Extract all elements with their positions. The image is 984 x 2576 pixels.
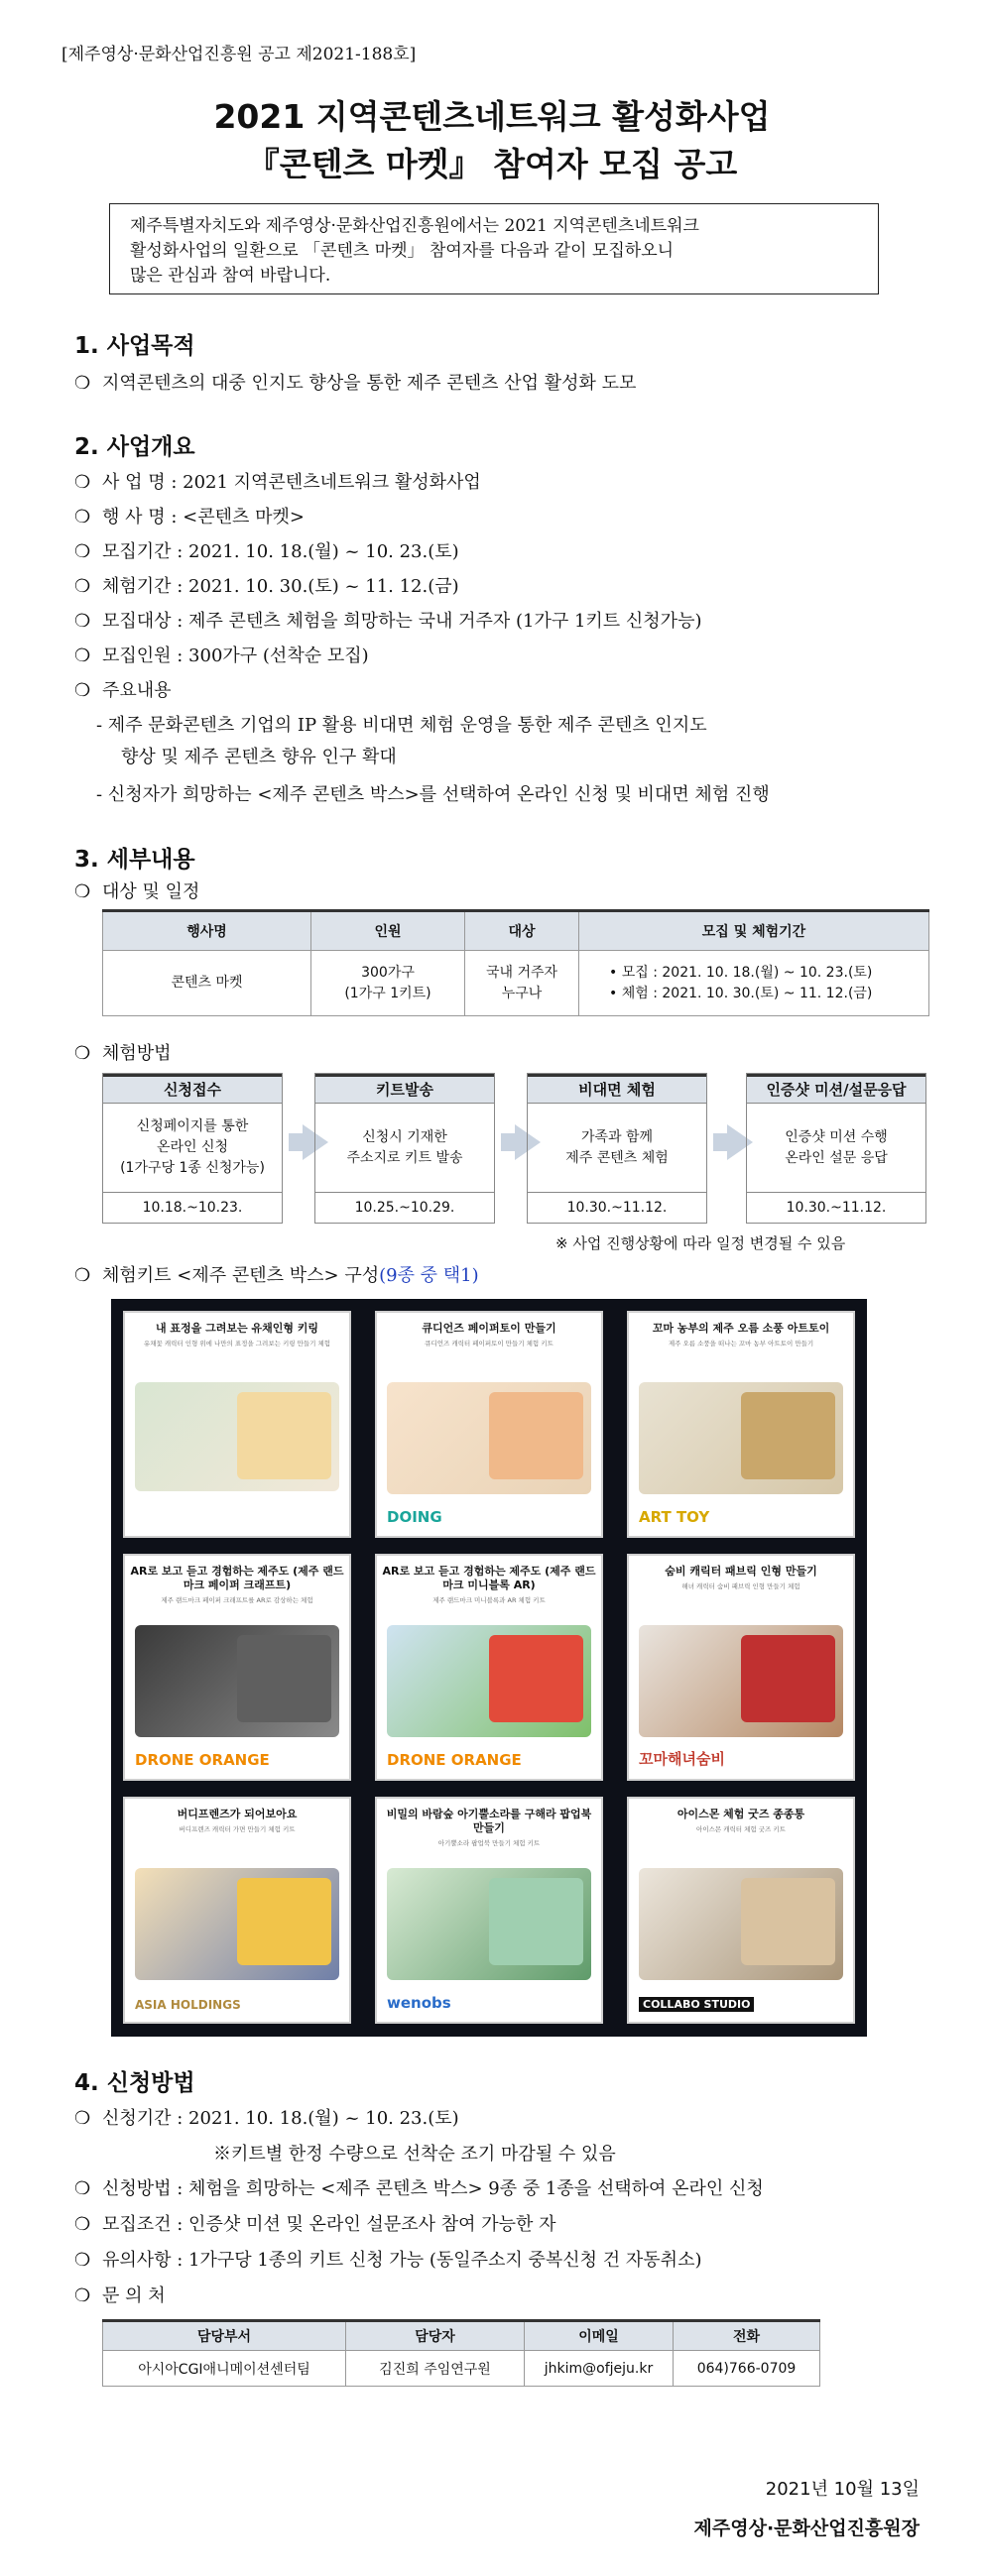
overview-item	[74, 642, 369, 667]
intro-line: 많은 관심과 참여 바랍니다.	[130, 266, 331, 286]
kit-label	[74, 1261, 479, 1287]
table-header: 담당부서	[103, 2321, 346, 2351]
notice-date: 2021년 10월 13일	[765, 2479, 920, 2500]
step-title: 비대면 체험	[528, 1074, 706, 1104]
contact-phone: 064)766-0709	[674, 2351, 820, 2387]
circle-bullet-icon: ❍	[74, 680, 91, 701]
kit-logo: 꼬마해녀숨비	[639, 1750, 725, 1768]
overview-item	[74, 572, 459, 598]
kit-photo	[135, 1625, 339, 1737]
schedule-text: • 모집 : 2021. 10. 18.(월) ~ 10. 23.(토)	[609, 964, 873, 981]
kit-photo	[639, 1382, 843, 1494]
kit-photo-detail	[741, 1392, 835, 1479]
overview-text: 주요내용	[102, 680, 172, 701]
contact-dept: 아시아CGI애니메이션센터팀	[103, 2351, 346, 2387]
kit-desc: 제주 랜드마크 페이퍼 크래프트를 AR로 감상하는 체험	[161, 1596, 313, 1604]
target-text: 국내 거주자	[485, 964, 558, 981]
people-text: 300가구	[361, 964, 415, 981]
kit-card	[375, 1797, 603, 2024]
table-header: 전화	[674, 2321, 820, 2351]
section-heading-purpose: 1. 사업목적	[74, 333, 195, 359]
kit-card	[627, 1554, 855, 1781]
kit-desc: 큐디언즈 캐릭터 페이퍼토이 만들기 체험 키트	[425, 1340, 554, 1347]
kit-desc: 해녀 캐릭터 숨비 패브릭 인형 만들기 체험	[681, 1582, 800, 1590]
apply-text: 문 의 처	[102, 2285, 166, 2306]
step-body	[315, 1104, 494, 1193]
kit-card	[627, 1797, 855, 2024]
kit-card	[123, 1797, 351, 2024]
overview-item	[74, 468, 481, 494]
kit-logo: COLLABO STUDIO	[639, 1997, 754, 2012]
people-cell	[311, 951, 465, 1016]
kit-photo-detail	[489, 1635, 583, 1722]
kit-title: AR로 보고 듣고 경험하는 제주도 (제주 랜드마크 페이퍼 크래프트)	[130, 1565, 344, 1591]
schedule-note: ※ 사업 진행상황에 따라 일정 변경될 수 있음	[555, 1234, 846, 1252]
step-body	[528, 1104, 706, 1193]
section-heading-apply: 4. 신청방법	[74, 2070, 195, 2096]
apply-note: ※키트별 한정 수량으로 선착순 조기 마감될 수 있음	[213, 2144, 616, 2165]
kit-photo	[135, 1868, 339, 1980]
circle-bullet-icon: ❍	[74, 2108, 91, 2129]
step-text: 온라인 설문 응답	[785, 1149, 888, 1166]
purpose-line	[74, 369, 636, 395]
kit-logo: DRONE ORANGE	[387, 1751, 522, 1769]
apply-item	[74, 2104, 459, 2130]
step-text: 온라인 신청	[156, 1139, 229, 1155]
method-label	[74, 1039, 172, 1065]
section-heading-overview: 2. 사업개요	[74, 434, 195, 460]
overview-item	[74, 537, 459, 563]
issuer-signature: 제주영상·문화산업진흥원장	[693, 2517, 920, 2539]
kit-logo: ASIA HOLDINGS	[135, 1998, 241, 2012]
schedule-table	[102, 909, 929, 1016]
kit-desc: 아이스몬 캐릭터 체험 굿즈 키트	[696, 1825, 786, 1833]
kit-photo	[387, 1382, 591, 1494]
notice-number: [제주영상·문화산업진흥원 공고 제2021-188호]	[62, 45, 417, 64]
apply-item	[74, 2210, 555, 2236]
detail-line: - 제주 문화콘텐츠 기업의 IP 활용 비대면 체험 운영을 통한 제주 콘텐츠 인지도	[96, 715, 707, 736]
kit-desc: 제주 오름 소풍을 떠나는 꼬마 농부 아트토이 만들기	[668, 1340, 814, 1347]
step-card	[527, 1073, 707, 1224]
kit-grid	[111, 1299, 867, 2037]
step-text: (1가구당 1종 신청가능)	[120, 1160, 265, 1176]
circle-bullet-icon: ❍	[74, 373, 91, 394]
table-header: 행사명	[103, 911, 311, 951]
step-text: 가족과 함께	[580, 1128, 654, 1145]
table-header: 담당자	[346, 2321, 525, 2351]
table-row	[103, 2351, 820, 2387]
step-text: 신청페이지를 통한	[136, 1118, 249, 1134]
kit-photo	[387, 1868, 591, 1980]
section-heading-details: 3. 세부내용	[74, 847, 195, 873]
page-title-line2: 『콘텐츠 마켓』 참여자 모집 공고	[246, 145, 738, 183]
table-header: 이메일	[525, 2321, 674, 2351]
circle-bullet-icon: ❍	[74, 507, 91, 527]
step-body	[103, 1104, 282, 1193]
kit-photo-detail	[741, 1635, 835, 1722]
kit-title: 숨비 캐릭터 패브릭 인형 만들기	[665, 1565, 817, 1578]
intro-line: 활성화사업의 일환으로 「콘텐츠 마켓」 참여자를 다음과 같이 모집하오니	[130, 241, 675, 261]
contact-person: 김진희 주임연구원	[346, 2351, 525, 2387]
page-title-line1: 2021 지역콘텐츠네트워크 활성화사업	[213, 97, 771, 136]
apply-item	[74, 2282, 166, 2307]
step-title: 인증샷 미션/설문응답	[747, 1074, 925, 1104]
step-date: 10.30.~11.12.	[566, 1200, 668, 1216]
kit-desc: 제주 랜드마크 미니블록과 AR 체험 키트	[432, 1596, 546, 1604]
step-text: 신청시 기재한	[362, 1128, 447, 1145]
kit-photo-detail	[489, 1878, 583, 1965]
overview-text: 행 사 명 : <콘텐츠 마켓>	[102, 507, 305, 527]
overview-text: 체험기간 : 2021. 10. 30.(토) ~ 11. 12.(금)	[102, 576, 459, 597]
circle-bullet-icon: ❍	[74, 2285, 91, 2306]
circle-bullet-icon: ❍	[74, 2250, 91, 2271]
overview-text: 사 업 명 : 2021 지역콘텐츠네트워크 활성화사업	[102, 472, 481, 493]
circle-bullet-icon: ❍	[74, 1043, 91, 1064]
intro-box	[109, 203, 879, 294]
circle-bullet-icon: ❍	[74, 472, 91, 493]
schedule-text: • 체험 : 2021. 10. 30.(토) ~ 11. 12.(금)	[609, 985, 873, 1001]
step-date: 10.30.~11.12.	[786, 1200, 887, 1216]
intro-line: 제주특별자치도와 제주영상·문화산업진흥원에서는 2021 지역콘텐츠네트워크	[130, 216, 699, 236]
overview-item	[74, 607, 701, 633]
kit-logo: ART TOY	[639, 1508, 710, 1526]
event-name: 콘텐츠 마켓	[103, 951, 311, 1016]
kit-card	[375, 1554, 603, 1781]
step-text: 제주 콘텐츠 체험	[565, 1149, 669, 1166]
kit-card	[375, 1311, 603, 1538]
schedule-label	[74, 878, 199, 903]
people-text: (1가구 1키트)	[344, 985, 431, 1001]
apply-text: 모집조건 : 인증샷 미션 및 온라인 설문조사 참여 가능한 자	[102, 2214, 556, 2235]
kit-photo-detail	[741, 1878, 835, 1965]
step-card	[314, 1073, 495, 1224]
table-header: 인원	[311, 911, 465, 951]
kit-title: 버디프렌즈가 되어보아요	[177, 1808, 298, 1820]
kit-photo-detail	[489, 1392, 583, 1479]
circle-bullet-icon: ❍	[74, 1265, 91, 1286]
target-cell	[465, 951, 579, 1016]
step-date: 10.25.~10.29.	[354, 1200, 455, 1216]
apply-text: 신청기간 : 2021. 10. 18.(월) ~ 10. 23.(토)	[102, 2108, 459, 2129]
kit-desc: 유채꽃 캐릭터 인형 위에 나만의 표정을 그려보는 키링 만들기 체험	[143, 1340, 331, 1347]
detail-line: - 신청자가 희망하는 <제주 콘텐츠 박스>를 선택하여 온라인 신청 및 비대면 체험 진행	[96, 784, 770, 805]
contact-email[interactable]: jhkim@ofjeju.kr	[525, 2351, 674, 2387]
kit-card	[123, 1311, 351, 1538]
kit-desc: 버디프렌즈 캐릭터 가면 만들기 체험 키트	[179, 1825, 296, 1833]
table-header: 대상	[465, 911, 579, 951]
method-label-text: 체험방법	[102, 1043, 172, 1064]
table-header: 모집 및 체험기간	[579, 911, 929, 951]
kit-photo	[639, 1625, 843, 1737]
circle-bullet-icon: ❍	[74, 611, 91, 632]
kit-photo	[639, 1868, 843, 1980]
kit-logo: DRONE ORANGE	[135, 1751, 270, 1769]
kit-title: AR로 보고 듣고 경험하는 제주도 (제주 랜드마크 미니블록 AR)	[382, 1565, 596, 1591]
contact-table	[102, 2319, 820, 2387]
overview-item	[74, 503, 305, 528]
step-card	[746, 1073, 926, 1224]
kit-title: 큐디언즈 페이퍼토이 만들기	[422, 1322, 556, 1335]
step-body	[747, 1104, 925, 1193]
step-title: 신청접수	[103, 1074, 282, 1104]
step-card	[102, 1073, 283, 1224]
apply-item	[74, 2174, 764, 2200]
table-row	[103, 951, 929, 1016]
kit-title: 내 표정을 그려보는 유채인형 키링	[155, 1322, 319, 1335]
apply-text: 유의사항 : 1가구당 1종의 키트 신청 가능 (동일주소지 중복신청 건 자동취소)	[102, 2250, 702, 2271]
overview-text: 모집기간 : 2021. 10. 18.(월) ~ 10. 23.(토)	[102, 541, 459, 562]
circle-bullet-icon: ❍	[74, 881, 91, 902]
kit-title: 비밀의 바람숲 아기뿔소라를 구해라 팝업북 만들기	[386, 1808, 592, 1834]
kit-logo: wenobs	[387, 1994, 451, 2012]
circle-bullet-icon: ❍	[74, 645, 91, 666]
kit-photo-detail	[237, 1635, 331, 1722]
circle-bullet-icon: ❍	[74, 2178, 91, 2199]
target-text: 누구나	[501, 985, 543, 1001]
kit-card	[123, 1554, 351, 1781]
step-text: 주소지로 키트 발송	[346, 1149, 463, 1166]
kit-photo	[387, 1625, 591, 1737]
kit-logo: DOING	[387, 1508, 442, 1526]
step-date: 10.18.~10.23.	[142, 1200, 243, 1216]
overview-text: 모집대상 : 제주 콘텐츠 체험을 희망하는 국내 거주자 (1가구 1키트 신청가능)	[102, 611, 702, 632]
apply-text: 신청방법 : 체험을 희망하는 <제주 콘텐츠 박스> 9종 중 1종을 선택하여 온라인 신청	[102, 2178, 764, 2199]
purpose-text: 지역콘텐츠의 대중 인지도 향상을 통한 제주 콘텐츠 산업 활성화 도모	[102, 373, 637, 394]
kit-photo	[135, 1382, 339, 1491]
detail-line: 향상 및 제주 콘텐츠 향유 인구 확대	[121, 747, 397, 767]
kit-count: (9종 중 택1)	[379, 1265, 479, 1286]
kit-card	[627, 1311, 855, 1538]
schedule-label-text: 대상 및 일정	[102, 881, 200, 902]
apply-item	[74, 2246, 701, 2272]
circle-bullet-icon: ❍	[74, 576, 91, 597]
kit-photo-detail	[237, 1878, 331, 1965]
kit-title: 꼬마 농부의 제주 오름 소풍 아트토이	[652, 1322, 830, 1335]
step-text: 인증샷 미션 수행	[785, 1128, 888, 1145]
kit-label-text: 체험키트 <제주 콘텐츠 박스> 구성	[102, 1265, 380, 1286]
circle-bullet-icon: ❍	[74, 2214, 91, 2235]
kit-desc: 아기뿔소라 팝업북 만들기 체험 키트	[437, 1839, 541, 1847]
step-title: 키트발송	[315, 1074, 494, 1104]
circle-bullet-icon: ❍	[74, 541, 91, 562]
kit-photo-detail	[237, 1392, 331, 1479]
kit-title: 아이스몬 체험 굿즈 종종통	[676, 1808, 805, 1820]
overview-item	[74, 676, 172, 702]
schedule-cell	[579, 951, 929, 1016]
overview-text: 모집인원 : 300가구 (선착순 모집)	[102, 645, 369, 666]
